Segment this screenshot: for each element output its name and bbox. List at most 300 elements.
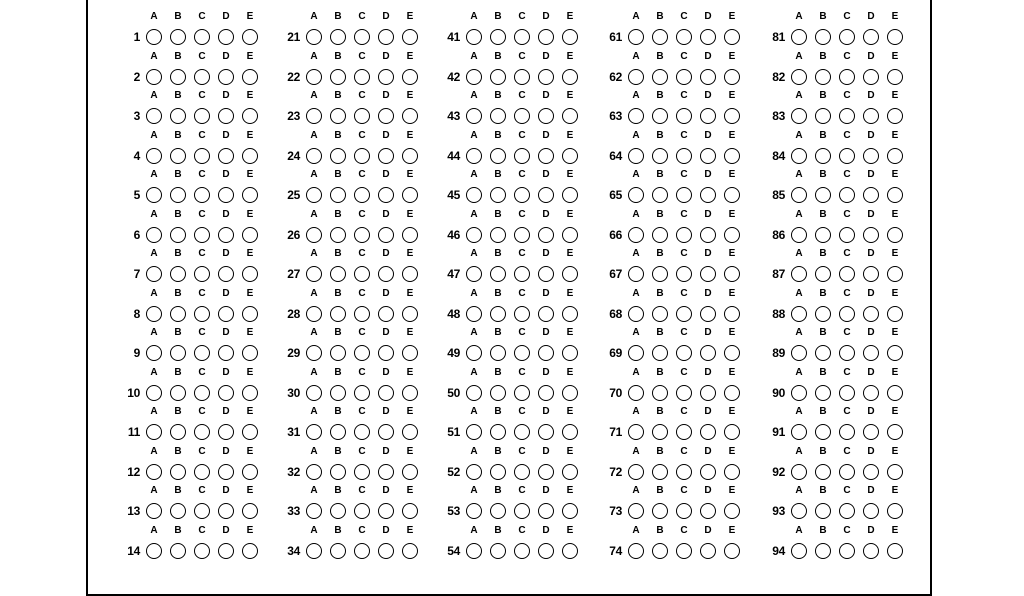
- option-letter: C: [518, 287, 526, 299]
- option-letter: C: [680, 406, 688, 417]
- question-row: [745, 439, 905, 479]
- question-row: [100, 399, 260, 439]
- option-letter: C: [358, 524, 366, 536]
- question-number: 86: [772, 227, 785, 242]
- option-letter: C: [518, 485, 526, 496]
- answer-bubble-c[interactable]: [194, 543, 210, 559]
- option-letter: E: [728, 406, 736, 417]
- option-letter: D: [382, 366, 390, 378]
- option-letter: C: [843, 445, 851, 457]
- option-letter: A: [310, 50, 318, 62]
- question-row: [260, 439, 420, 479]
- option-letter: D: [542, 90, 550, 101]
- option-letter: B: [174, 524, 182, 536]
- option-letter: E: [566, 445, 574, 457]
- option-letter: E: [566, 129, 574, 141]
- option-letter: D: [222, 11, 230, 22]
- answer-bubble-d[interactable]: [218, 543, 234, 559]
- option-letter: D: [867, 406, 875, 417]
- option-letter: D: [222, 485, 230, 496]
- answer-bubble-b[interactable]: [490, 543, 506, 559]
- option-letter: C: [843, 406, 851, 417]
- option-letter: C: [843, 524, 851, 536]
- option-letter: E: [728, 327, 736, 338]
- option-letter: A: [470, 366, 478, 378]
- question-number: 87: [772, 267, 785, 281]
- question-row: [420, 44, 580, 84]
- question-row: [100, 162, 260, 202]
- question-number: 94: [772, 543, 785, 558]
- option-letter: C: [680, 11, 688, 22]
- option-letter: E: [728, 366, 736, 378]
- option-letter: A: [632, 406, 640, 417]
- option-letter: B: [174, 287, 182, 299]
- option-letter: E: [246, 90, 254, 101]
- option-letter: D: [704, 406, 712, 417]
- question-number: 48: [447, 306, 460, 321]
- option-letter: D: [542, 445, 550, 457]
- option-letter: B: [819, 208, 827, 220]
- question-number: 84: [772, 148, 785, 163]
- option-letter: D: [382, 50, 390, 62]
- option-letter: E: [246, 287, 254, 299]
- question-row: [745, 241, 905, 281]
- option-letter: E: [728, 524, 736, 536]
- option-letter: B: [174, 90, 182, 101]
- option-letter: D: [704, 327, 712, 338]
- option-letter: B: [819, 524, 827, 536]
- question-row: [420, 439, 580, 479]
- question-row: [260, 478, 420, 518]
- option-letter: E: [246, 406, 254, 417]
- option-letter: D: [542, 327, 550, 338]
- option-letter: A: [310, 485, 318, 496]
- option-letter: A: [470, 406, 478, 417]
- option-letter: C: [518, 90, 526, 101]
- question-row: [260, 360, 420, 400]
- option-letter: E: [566, 485, 574, 496]
- question-row: [420, 241, 580, 281]
- answer-bubble-a[interactable]: [628, 543, 644, 559]
- option-letter: B: [819, 90, 827, 101]
- question-number: 24: [287, 148, 300, 163]
- option-letter: E: [406, 524, 414, 536]
- option-letter: D: [382, 327, 390, 338]
- option-letter: C: [680, 445, 688, 457]
- option-letter: C: [843, 11, 851, 22]
- option-letter: A: [795, 50, 803, 62]
- question-number: 30: [287, 385, 300, 400]
- option-letter: B: [656, 11, 664, 22]
- option-letter: D: [704, 169, 712, 180]
- option-letter: B: [819, 366, 827, 378]
- option-letter: D: [542, 406, 550, 417]
- option-letter: C: [843, 287, 851, 299]
- option-letter: E: [891, 129, 899, 141]
- question-number: 82: [772, 69, 785, 84]
- option-letter: A: [150, 50, 158, 62]
- question-number: 54: [447, 543, 460, 558]
- question-number: 32: [287, 464, 300, 479]
- answer-bubble-c[interactable]: [839, 543, 855, 559]
- question-number: 85: [772, 188, 785, 202]
- option-letter: A: [632, 50, 640, 62]
- option-letter: E: [406, 366, 414, 378]
- option-letter: A: [470, 445, 478, 457]
- option-letter: D: [542, 129, 550, 141]
- option-letter: E: [891, 287, 899, 299]
- option-letter: E: [566, 208, 574, 220]
- question-number: 72: [609, 464, 622, 479]
- option-letter: B: [656, 366, 664, 378]
- option-letter: B: [174, 366, 182, 378]
- question-number: 43: [447, 109, 460, 123]
- question-number: 64: [609, 148, 622, 163]
- option-letter: D: [222, 524, 230, 536]
- option-letter: D: [867, 485, 875, 496]
- question-row: [260, 83, 420, 123]
- option-letter: C: [518, 366, 526, 378]
- question-number: 29: [287, 346, 300, 360]
- question-row: [420, 399, 580, 439]
- option-letter: C: [198, 327, 206, 338]
- question-row: [745, 4, 905, 44]
- option-letter: B: [334, 208, 342, 220]
- option-letter: E: [891, 406, 899, 417]
- option-letter: C: [358, 366, 366, 378]
- option-letter: C: [518, 248, 526, 259]
- option-letter: B: [819, 50, 827, 62]
- answer-bubble-d[interactable]: [378, 543, 394, 559]
- option-letter: D: [542, 287, 550, 299]
- option-letter: D: [704, 366, 712, 378]
- option-letter: B: [174, 485, 182, 496]
- question-row: [260, 4, 420, 44]
- option-letter: D: [867, 208, 875, 220]
- option-letter: A: [470, 524, 478, 536]
- question-number: 27: [287, 267, 300, 281]
- option-letter: C: [198, 90, 206, 101]
- answer-bubble-e[interactable]: [887, 543, 903, 559]
- option-letter: B: [656, 485, 664, 496]
- option-letter: D: [704, 50, 712, 62]
- option-letter: C: [680, 287, 688, 299]
- question-row: [420, 281, 580, 321]
- option-letter: C: [358, 90, 366, 101]
- option-letter: C: [358, 485, 366, 496]
- answer-bubble-a[interactable]: [791, 543, 807, 559]
- option-letter: C: [843, 90, 851, 101]
- option-letter: C: [518, 406, 526, 417]
- option-letter: A: [470, 169, 478, 180]
- question-number: 44: [447, 148, 460, 163]
- question-number: 90: [772, 385, 785, 400]
- option-letter: E: [891, 169, 899, 180]
- question-row: [260, 281, 420, 321]
- option-letter: C: [198, 445, 206, 457]
- option-letter: B: [656, 287, 664, 299]
- option-letter: D: [382, 287, 390, 299]
- option-letter: C: [198, 50, 206, 62]
- question-number: 93: [772, 504, 785, 518]
- option-letter: A: [150, 406, 158, 417]
- question-row: [582, 241, 742, 281]
- option-letter: A: [310, 129, 318, 141]
- question-row: [582, 360, 742, 400]
- option-letter: B: [494, 406, 502, 417]
- question-row: [420, 162, 580, 202]
- question-row: [745, 83, 905, 123]
- option-letter: B: [334, 11, 342, 22]
- option-letter: D: [222, 248, 230, 259]
- option-letter: B: [174, 208, 182, 220]
- option-letter: C: [358, 169, 366, 180]
- answer-bubble-b[interactable]: [330, 543, 346, 559]
- option-letter: E: [406, 169, 414, 180]
- answer-bubble-c[interactable]: [676, 543, 692, 559]
- option-letter: A: [632, 208, 640, 220]
- option-letter: A: [310, 366, 318, 378]
- option-letter: D: [382, 406, 390, 417]
- option-letter: C: [198, 366, 206, 378]
- question-number: 34: [287, 543, 300, 558]
- option-letter: E: [246, 485, 254, 496]
- option-letter: E: [406, 406, 414, 417]
- answer-bubble-b[interactable]: [170, 543, 186, 559]
- question-row: [582, 439, 742, 479]
- answer-bubble-e[interactable]: [242, 543, 258, 559]
- option-letter: C: [358, 445, 366, 457]
- option-letter: A: [150, 129, 158, 141]
- option-letter: C: [680, 208, 688, 220]
- option-letter: D: [542, 50, 550, 62]
- option-letter: E: [566, 248, 574, 259]
- option-letter: A: [632, 287, 640, 299]
- question-number: 33: [287, 504, 300, 518]
- option-letter: B: [819, 169, 827, 180]
- option-letter: C: [843, 129, 851, 141]
- option-letter: B: [656, 169, 664, 180]
- option-letter: D: [222, 327, 230, 338]
- option-letter: B: [334, 406, 342, 417]
- question-number: 71: [609, 425, 622, 439]
- answer-bubble-b[interactable]: [815, 543, 831, 559]
- option-letter: E: [406, 248, 414, 259]
- answer-bubble-a[interactable]: [466, 543, 482, 559]
- option-letter: B: [494, 50, 502, 62]
- option-letter: D: [222, 169, 230, 180]
- option-letter: B: [494, 366, 502, 378]
- question-row: [100, 241, 260, 281]
- answer-bubble-c[interactable]: [354, 543, 370, 559]
- option-letter: D: [222, 287, 230, 299]
- question-row: [420, 518, 580, 558]
- question-number: 73: [609, 504, 622, 518]
- answer-bubble-d[interactable]: [863, 543, 879, 559]
- option-letter: C: [198, 287, 206, 299]
- option-letter: D: [704, 445, 712, 457]
- question-number: 74: [609, 543, 622, 558]
- question-number: 89: [772, 346, 785, 360]
- question-row: [100, 478, 260, 518]
- answer-bubble-b[interactable]: [652, 543, 668, 559]
- answer-bubble-e[interactable]: [402, 543, 418, 559]
- option-letter: C: [680, 524, 688, 536]
- option-letter: D: [222, 406, 230, 417]
- option-letter: E: [728, 169, 736, 180]
- option-letter: C: [518, 11, 526, 22]
- option-letter: C: [680, 248, 688, 259]
- option-letter: D: [222, 90, 230, 101]
- question-row: [420, 4, 580, 44]
- option-letter: A: [632, 248, 640, 259]
- option-letter: E: [728, 445, 736, 457]
- question-row: [100, 4, 260, 44]
- option-letter: B: [819, 287, 827, 299]
- option-letter: C: [198, 406, 206, 417]
- option-letter: C: [680, 485, 688, 496]
- option-letter: E: [246, 327, 254, 338]
- option-letter: A: [795, 406, 803, 417]
- option-letter: E: [246, 208, 254, 220]
- option-letter: B: [494, 248, 502, 259]
- question-row: [420, 202, 580, 242]
- option-letter: A: [795, 248, 803, 259]
- option-letter: E: [406, 327, 414, 338]
- option-letter: A: [470, 90, 478, 101]
- question-number: 2: [133, 69, 140, 84]
- option-letter: D: [867, 90, 875, 101]
- answer-bubble-a[interactable]: [306, 543, 322, 559]
- question-number: 62: [609, 69, 622, 84]
- option-letter: E: [728, 11, 736, 22]
- option-letter: D: [382, 169, 390, 180]
- option-letter: D: [704, 11, 712, 22]
- option-letter: D: [542, 11, 550, 22]
- option-letter: A: [795, 208, 803, 220]
- option-letter: E: [728, 287, 736, 299]
- option-letter: B: [656, 50, 664, 62]
- option-letter: B: [819, 129, 827, 141]
- option-letter: B: [174, 50, 182, 62]
- option-letter: D: [867, 129, 875, 141]
- option-letter: E: [406, 129, 414, 141]
- question-row: [582, 4, 742, 44]
- option-letter: E: [728, 129, 736, 141]
- option-letter: A: [150, 208, 158, 220]
- option-letter: C: [358, 11, 366, 22]
- option-letter: D: [382, 485, 390, 496]
- question-number: 41: [447, 30, 460, 44]
- option-letter: A: [470, 485, 478, 496]
- answer-bubble-d[interactable]: [700, 543, 716, 559]
- answer-bubble-a[interactable]: [146, 543, 162, 559]
- question-number: 4: [133, 148, 140, 163]
- question-number: 28: [287, 306, 300, 321]
- option-letter: E: [566, 366, 574, 378]
- question-row: [745, 202, 905, 242]
- option-letter: A: [150, 169, 158, 180]
- option-letter: B: [334, 50, 342, 62]
- answer-bubble-e[interactable]: [562, 543, 578, 559]
- option-letter: B: [494, 327, 502, 338]
- question-number: 88: [772, 306, 785, 321]
- option-letter: E: [246, 169, 254, 180]
- option-letter: D: [222, 50, 230, 62]
- option-letter: B: [819, 327, 827, 338]
- question-row: [420, 83, 580, 123]
- question-row: [745, 518, 905, 558]
- option-letter: E: [566, 169, 574, 180]
- option-letter: B: [494, 524, 502, 536]
- option-letter: E: [406, 287, 414, 299]
- question-number: 23: [287, 109, 300, 123]
- answer-bubble-c[interactable]: [514, 543, 530, 559]
- option-letter: E: [406, 50, 414, 62]
- option-letter: B: [334, 445, 342, 457]
- option-letter: D: [704, 287, 712, 299]
- option-letter: D: [542, 169, 550, 180]
- question-row: [420, 123, 580, 163]
- option-letter: A: [632, 90, 640, 101]
- option-letter: D: [867, 327, 875, 338]
- option-letter: B: [174, 11, 182, 22]
- question-number: 69: [609, 346, 622, 360]
- question-number: 31: [287, 425, 300, 439]
- question-row: [582, 399, 742, 439]
- option-letter: D: [867, 50, 875, 62]
- option-letter: C: [680, 366, 688, 378]
- option-letter: A: [795, 445, 803, 457]
- option-letter: E: [728, 90, 736, 101]
- option-letter: B: [334, 248, 342, 259]
- question-row: [582, 281, 742, 321]
- option-letter: C: [198, 11, 206, 22]
- option-letter: B: [656, 445, 664, 457]
- option-letter: C: [680, 327, 688, 338]
- option-letter: A: [150, 287, 158, 299]
- question-number: 92: [772, 464, 785, 479]
- option-letter: C: [358, 327, 366, 338]
- question-row: [100, 518, 260, 558]
- option-letter: B: [819, 248, 827, 259]
- option-letter: A: [310, 248, 318, 259]
- answer-bubble-d[interactable]: [538, 543, 554, 559]
- option-letter: C: [518, 169, 526, 180]
- option-letter: E: [728, 248, 736, 259]
- option-letter: B: [334, 287, 342, 299]
- option-letter: C: [843, 169, 851, 180]
- option-letter: B: [334, 366, 342, 378]
- question-number: 61: [609, 30, 622, 44]
- option-letter: D: [867, 248, 875, 259]
- question-number: 47: [447, 267, 460, 281]
- option-letter: C: [358, 129, 366, 141]
- option-letter: B: [494, 11, 502, 22]
- question-row: [260, 123, 420, 163]
- question-row: [745, 320, 905, 360]
- question-number: 65: [609, 188, 622, 202]
- answer-bubble-e[interactable]: [724, 543, 740, 559]
- option-letter: E: [891, 90, 899, 101]
- option-letter: B: [174, 169, 182, 180]
- option-letter: E: [406, 445, 414, 457]
- option-letter: E: [406, 11, 414, 22]
- option-letter: D: [542, 248, 550, 259]
- question-row: [582, 518, 742, 558]
- option-letter: E: [406, 208, 414, 220]
- option-letter: D: [382, 445, 390, 457]
